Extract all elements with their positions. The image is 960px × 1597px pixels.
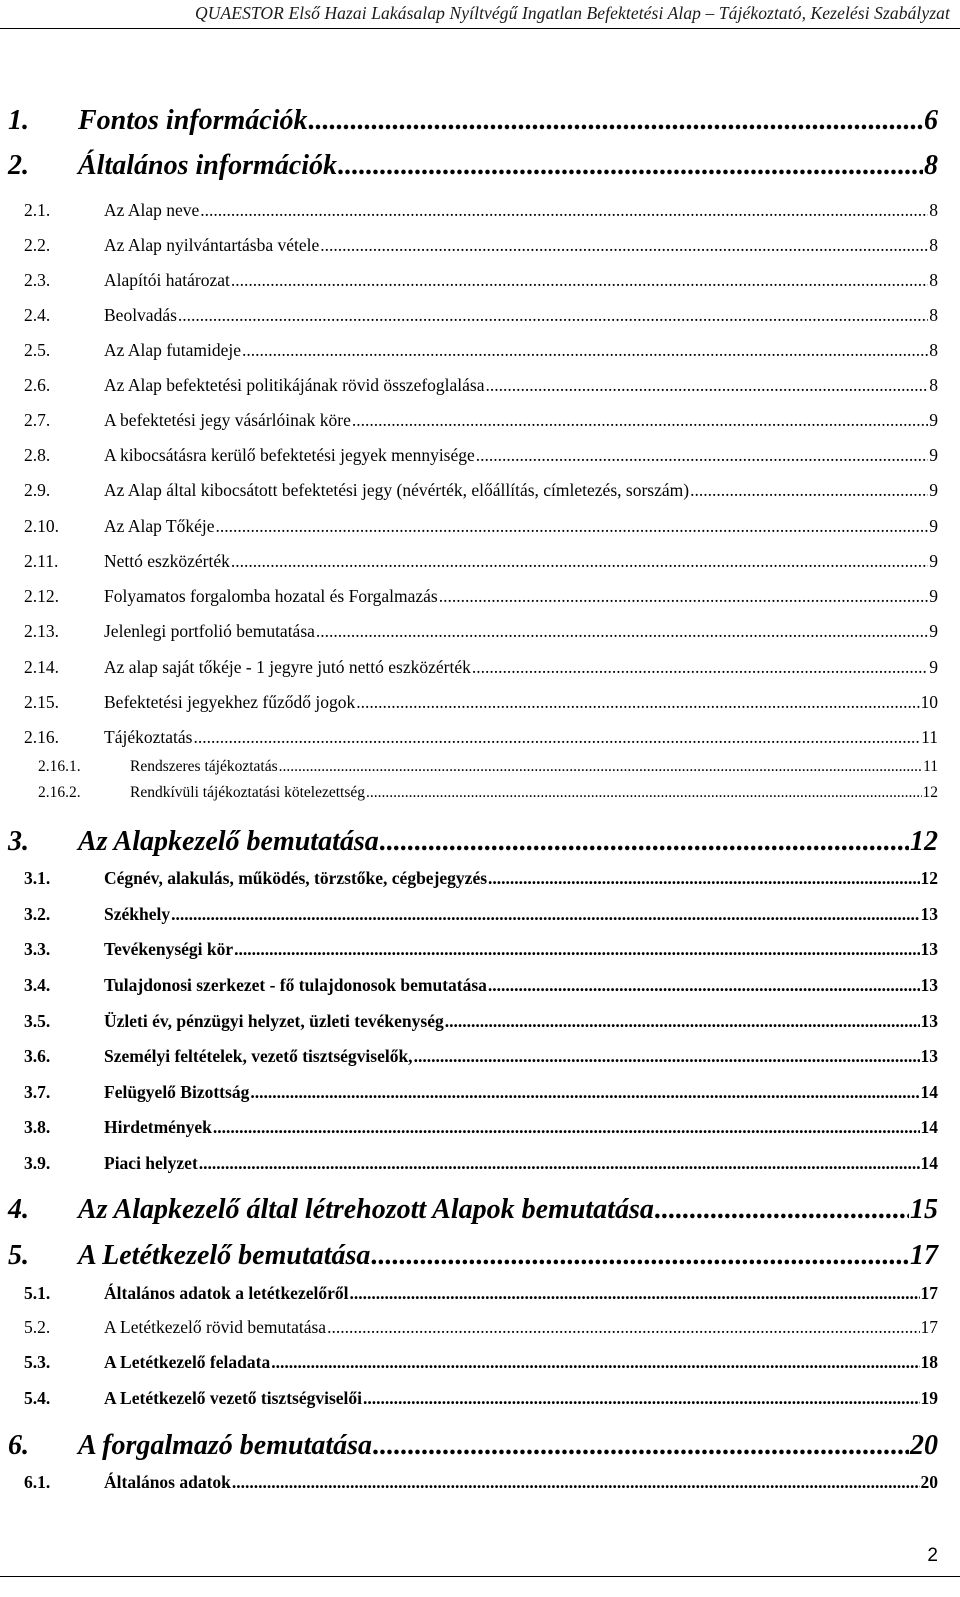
toc-entry[interactable] — [0, 1194, 960, 1234]
dot-leader — [476, 445, 928, 466]
dot-leader — [215, 516, 928, 537]
toc-entry-number: 3.7. — [24, 1082, 51, 1102]
dot-leader — [308, 105, 923, 137]
toc-entry[interactable] — [0, 340, 960, 366]
toc-entry[interactable] — [0, 1283, 960, 1309]
toc-entry-number: 2.9. — [24, 480, 51, 500]
toc-entry[interactable] — [0, 939, 960, 965]
toc-entry[interactable] — [0, 375, 960, 401]
toc-entry-title: Tulajdonosi szerkezet - fő tulajdonosok bemutatása — [104, 975, 487, 995]
toc-entry-line — [104, 586, 938, 607]
dot-leader — [234, 939, 919, 960]
toc-entry[interactable] — [0, 150, 960, 190]
toc-entry-title: Általános adatok — [104, 1472, 231, 1492]
toc-entry-number: 3.2. — [24, 904, 51, 924]
toc-entry-page: 12 — [922, 784, 938, 801]
toc-entry[interactable] — [0, 784, 960, 806]
dot-leader — [349, 1283, 919, 1304]
toc-entry-line — [104, 1317, 938, 1338]
toc-entry-number: 3.9. — [24, 1153, 51, 1173]
toc-entry-page: 19 — [920, 1388, 938, 1408]
toc-entry-number: 5.3. — [24, 1352, 51, 1372]
toc-entry[interactable] — [0, 1153, 960, 1179]
toc-entry[interactable] — [0, 1472, 960, 1498]
dot-leader — [380, 826, 909, 858]
toc-entry-title: Felügyelő Bizottság — [104, 1082, 250, 1102]
toc-entry-number: 3.8. — [24, 1117, 51, 1137]
toc-entry-page: 6 — [924, 105, 938, 136]
toc-entry-title: A Letétkezelő feladata — [104, 1352, 271, 1372]
toc-entry-number: 5.1. — [24, 1283, 51, 1303]
toc-entry-line — [104, 516, 938, 537]
toc-entry[interactable] — [0, 727, 960, 753]
toc-entry-number: 2.8. — [24, 445, 51, 465]
dot-leader — [363, 1388, 919, 1409]
toc-entry-line — [104, 975, 938, 996]
toc-entry-number: 6. — [8, 1430, 29, 1461]
toc-entry-page: 12 — [920, 868, 938, 888]
toc-entry[interactable] — [0, 480, 960, 506]
toc-entry[interactable] — [0, 551, 960, 577]
toc-entry[interactable] — [0, 235, 960, 261]
toc-entry-number: 2.4. — [24, 305, 51, 325]
toc-entry[interactable] — [0, 621, 960, 647]
toc-entry-title: Az Alapkezelő bemutatása — [78, 826, 379, 857]
toc-entry-title: Beolvadás — [104, 305, 177, 325]
toc-entry-line — [104, 1153, 938, 1174]
dot-leader — [488, 868, 919, 889]
toc-entry-title: Tevékenységi kör — [104, 939, 234, 959]
page-number: 2 — [927, 1545, 938, 1566]
toc-entry-number: 2.13. — [24, 621, 59, 641]
toc-entry-line — [130, 758, 938, 776]
toc-entry-title: Az Alapkezelő által létrehozott Alapok bemutatása — [78, 1194, 654, 1225]
toc-entry-line — [104, 727, 938, 748]
dot-leader — [486, 375, 929, 396]
toc-entry-line — [104, 480, 938, 501]
toc-entry-title: Cégnév, alakulás, működés, törzstőke, cégbejegyzés — [104, 868, 488, 888]
dot-leader — [271, 1352, 919, 1373]
toc-entry-title: Rendszeres tájékoztatás — [130, 758, 278, 775]
toc-entry-number: 2.16. — [24, 727, 59, 747]
toc-entry-number: 2.5. — [24, 340, 51, 360]
toc-entry-title: Az Alap nyilvántartásba vétele — [104, 235, 320, 255]
toc-entry-line — [130, 784, 938, 802]
toc-entry-number: 3.6. — [24, 1046, 51, 1066]
toc-entry-page: 8 — [929, 305, 938, 325]
dot-leader — [655, 1194, 909, 1226]
toc-entry[interactable] — [0, 692, 960, 718]
toc-entry[interactable] — [0, 1117, 960, 1143]
toc-entry-page: 13 — [920, 1011, 938, 1031]
dot-leader — [171, 904, 919, 925]
dot-leader — [279, 758, 922, 776]
toc-entry-line — [104, 235, 938, 256]
running-header-text: QUAESTOR Első Hazai Lakásalap Nyíltvégű Ingatlan Befektetési Alap – Tájékoztató, Kezelési Szabályzat — [195, 3, 950, 23]
toc-entry-number: 1. — [8, 105, 29, 136]
toc-entry[interactable] — [0, 904, 960, 930]
dot-leader — [178, 305, 928, 326]
toc-entry-title: Jelenlegi portfolió bemutatása — [104, 621, 315, 641]
dot-leader — [232, 1472, 920, 1493]
toc-entry[interactable] — [0, 105, 960, 145]
toc-entry[interactable] — [0, 200, 960, 226]
toc-entry-page: 10 — [920, 692, 938, 712]
toc-entry-title: A forgalmazó bemutatása — [78, 1430, 373, 1461]
toc-entry-line — [104, 1082, 938, 1103]
toc-entry-title: Az alap saját tőkéje - 1 jegyre jutó nettó eszközérték — [104, 657, 471, 677]
toc-entry-page: 9 — [929, 410, 938, 430]
toc-entry[interactable] — [0, 1240, 960, 1280]
dot-leader — [488, 975, 920, 996]
dot-leader — [338, 150, 923, 182]
toc-entry-line — [78, 105, 938, 137]
toc-entry-line — [104, 657, 938, 678]
toc-entry-page: 9 — [929, 657, 938, 677]
toc-entry-number: 5. — [8, 1240, 29, 1271]
toc-entry[interactable] — [0, 826, 960, 866]
toc-entry-line — [104, 904, 938, 925]
dot-leader — [439, 586, 929, 607]
toc-entry-page: 8 — [924, 150, 938, 181]
toc-entry-page: 20 — [920, 1472, 938, 1492]
dot-leader — [193, 727, 920, 748]
toc-entry-line — [104, 410, 938, 431]
toc-entry-title: Üzleti év, pénzügyi helyzet, üzleti tevékenység — [104, 1011, 444, 1031]
toc-entry-title: Az Alap Tőkéje — [104, 516, 215, 536]
dot-leader — [327, 1317, 919, 1338]
toc-entry-title: Piaci helyzet — [104, 1153, 198, 1173]
toc-entry-page: 18 — [920, 1352, 938, 1372]
toc-entry-title: Az Alap befektetési politikájának rövid összefoglalása — [104, 375, 485, 395]
toc-entry-title: Tájékoztatás — [104, 727, 193, 747]
toc-entry-page: 9 — [929, 551, 938, 571]
toc-entry[interactable] — [0, 758, 960, 780]
toc-entry[interactable] — [0, 1046, 960, 1072]
toc-entry-number: 2.3. — [24, 270, 51, 290]
toc-entry-line — [104, 1011, 938, 1032]
toc-entry-line — [104, 939, 938, 960]
toc-entry-page: 12 — [910, 826, 938, 857]
toc-entry-number: 3.3. — [24, 939, 51, 959]
toc-entry-line — [104, 1046, 938, 1067]
dot-leader — [320, 235, 928, 256]
toc-entry-page: 8 — [929, 235, 938, 255]
toc-entry-page: 17 — [920, 1317, 938, 1337]
toc-entry-line — [104, 270, 938, 291]
toc-entry-page: 13 — [920, 904, 938, 924]
dot-leader — [316, 621, 928, 642]
dot-leader — [371, 1240, 909, 1272]
toc-entry-line — [104, 692, 938, 713]
toc-entry[interactable] — [0, 516, 960, 542]
toc-entry-page: 8 — [929, 375, 938, 395]
toc-entry-number: 3.5. — [24, 1011, 51, 1031]
toc-entry-page: 14 — [920, 1082, 938, 1102]
toc-entry-number: 4. — [8, 1194, 29, 1225]
dot-leader — [352, 410, 928, 431]
dot-leader — [356, 692, 919, 713]
dot-leader — [242, 340, 928, 361]
toc-entry[interactable] — [0, 270, 960, 296]
dot-leader — [366, 784, 921, 802]
toc-entry-page: 9 — [929, 516, 938, 536]
toc-entry-page: 8 — [929, 200, 938, 220]
toc-entry-page: 15 — [910, 1194, 938, 1225]
toc-entry-number: 5.2. — [24, 1317, 51, 1337]
dot-leader — [373, 1430, 909, 1462]
toc-entry-page: 11 — [921, 727, 938, 747]
toc-entry-line — [104, 551, 938, 572]
toc-entry-title: Az Alap futamideje — [104, 340, 242, 360]
toc-entry[interactable] — [0, 657, 960, 683]
toc-entry[interactable] — [0, 975, 960, 1001]
toc-entry-number: 2.16.1. — [38, 758, 81, 775]
toc-entry-page: 8 — [929, 340, 938, 360]
toc-entry-line — [104, 1117, 938, 1138]
toc-entry-title: Az Alap által kibocsátott befektetési jegy (névérték, előállítás, címletezés, sorszám) — [104, 480, 690, 500]
toc-entry-line — [104, 621, 938, 642]
toc-entry-line — [78, 1240, 938, 1272]
toc-entry-title: A Letétkezelő bemutatása — [78, 1240, 371, 1271]
dot-leader — [199, 1153, 920, 1174]
toc-entry-number: 6.1. — [24, 1472, 51, 1492]
toc-entry-number: 2.1. — [24, 200, 51, 220]
toc-entry-number: 2.7. — [24, 410, 51, 430]
toc-entry-number: 2.2. — [24, 235, 51, 255]
toc-entry-line — [104, 200, 938, 221]
toc-entry-line — [104, 1388, 938, 1409]
toc-entry[interactable] — [0, 410, 960, 436]
toc-entry-title: Személyi feltételek, vezető tisztségviselők, — [104, 1046, 413, 1066]
toc-entry-line — [104, 1472, 938, 1493]
toc-entry-number: 2.10. — [24, 516, 59, 536]
toc-entry-page: 9 — [929, 480, 938, 500]
toc-entry-title: Általános információk — [78, 150, 338, 181]
toc-entry-page: 17 — [910, 1240, 938, 1271]
toc-entry[interactable] — [0, 1317, 960, 1343]
toc-entry[interactable] — [0, 1430, 960, 1470]
toc-entry-title: A Letétkezelő rövid bemutatása — [104, 1317, 327, 1337]
toc-entry-title: Befektetési jegyekhez fűződő jogok — [104, 692, 356, 712]
toc-entry[interactable] — [0, 868, 960, 894]
dot-leader — [231, 270, 928, 291]
toc-entry-page: 14 — [920, 1117, 938, 1137]
toc-entry-number: 3.4. — [24, 975, 51, 995]
dot-leader — [445, 1011, 920, 1032]
toc-entry-number: 3. — [8, 826, 29, 857]
dot-leader — [250, 1082, 919, 1103]
dot-leader — [690, 480, 928, 501]
dot-leader — [231, 551, 928, 572]
toc-entry-page: 9 — [929, 445, 938, 465]
toc-entry[interactable] — [0, 305, 960, 331]
toc-entry-number: 2.14. — [24, 657, 59, 677]
toc-entry-page: 20 — [910, 1430, 938, 1461]
toc-entry[interactable] — [0, 445, 960, 471]
toc-entry-title: Az Alap neve — [104, 200, 200, 220]
toc-entry[interactable] — [0, 1011, 960, 1037]
toc-entry-title: Székhely — [104, 904, 171, 924]
toc-entry-line — [104, 1283, 938, 1304]
toc-entry-title: A kibocsátásra kerülő befektetési jegyek mennyisége — [104, 445, 475, 465]
toc-entry-page: 13 — [920, 1046, 938, 1066]
toc-entry-number: 2.15. — [24, 692, 59, 712]
toc-entry-line — [104, 340, 938, 361]
toc-entry-line — [78, 826, 938, 858]
toc-entry-page: 9 — [929, 586, 938, 606]
toc-entry-line — [78, 1194, 938, 1226]
toc-entry-number: 2.12. — [24, 586, 59, 606]
toc-entry-line — [104, 375, 938, 396]
toc-entry-line — [104, 305, 938, 326]
toc-entry-line — [78, 1430, 938, 1462]
toc-entry-page: 8 — [929, 270, 938, 290]
toc-entry-title: Nettó eszközérték — [104, 551, 230, 571]
toc-entry-page: 11 — [923, 758, 938, 775]
toc-entry-title: Alapítói határozat — [104, 270, 230, 290]
toc-entry-title: A befektetési jegy vásárlóinak köre — [104, 410, 351, 430]
dot-leader — [213, 1117, 920, 1138]
toc-entry-number: 2. — [8, 150, 29, 181]
toc-entry-page: 13 — [920, 975, 938, 995]
toc-entry-title: Rendkívüli tájékoztatási kötelezettség — [130, 784, 366, 801]
toc-entry-number: 2.6. — [24, 375, 51, 395]
toc-entry-title: A Letétkezelő vezető tisztségviselői — [104, 1388, 363, 1408]
footer-rule — [0, 1576, 960, 1577]
dot-leader — [472, 657, 928, 678]
dot-leader — [414, 1046, 920, 1067]
toc-entry-line — [104, 445, 938, 466]
toc-entry-title: Folyamatos forgalomba hozatal és Forgalmazás — [104, 586, 438, 606]
toc-entry-number: 2.16.2. — [38, 784, 81, 801]
toc-entry-number: 5.4. — [24, 1388, 51, 1408]
toc-entry-title: Hirdetmények — [104, 1117, 212, 1137]
toc-entry-line — [78, 150, 938, 182]
toc-entry-page: 9 — [929, 621, 938, 641]
toc-entry-number: 3.1. — [24, 868, 51, 888]
toc-entry[interactable] — [0, 1388, 960, 1414]
toc-entry-page: 17 — [920, 1283, 938, 1303]
toc-entry-number: 2.11. — [24, 551, 59, 571]
toc-entry[interactable] — [0, 1082, 960, 1108]
toc-entry-title: Általános adatok a letétkezelőről — [104, 1283, 349, 1303]
toc-entry[interactable] — [0, 586, 960, 612]
toc-entry-page: 13 — [920, 939, 938, 959]
toc-entry-page: 14 — [920, 1153, 938, 1173]
toc-entry-line — [104, 868, 938, 889]
toc-entry-line — [104, 1352, 938, 1373]
dot-leader — [200, 200, 928, 221]
toc-entry[interactable] — [0, 1352, 960, 1378]
toc-entry-title: Fontos információk — [78, 105, 308, 136]
